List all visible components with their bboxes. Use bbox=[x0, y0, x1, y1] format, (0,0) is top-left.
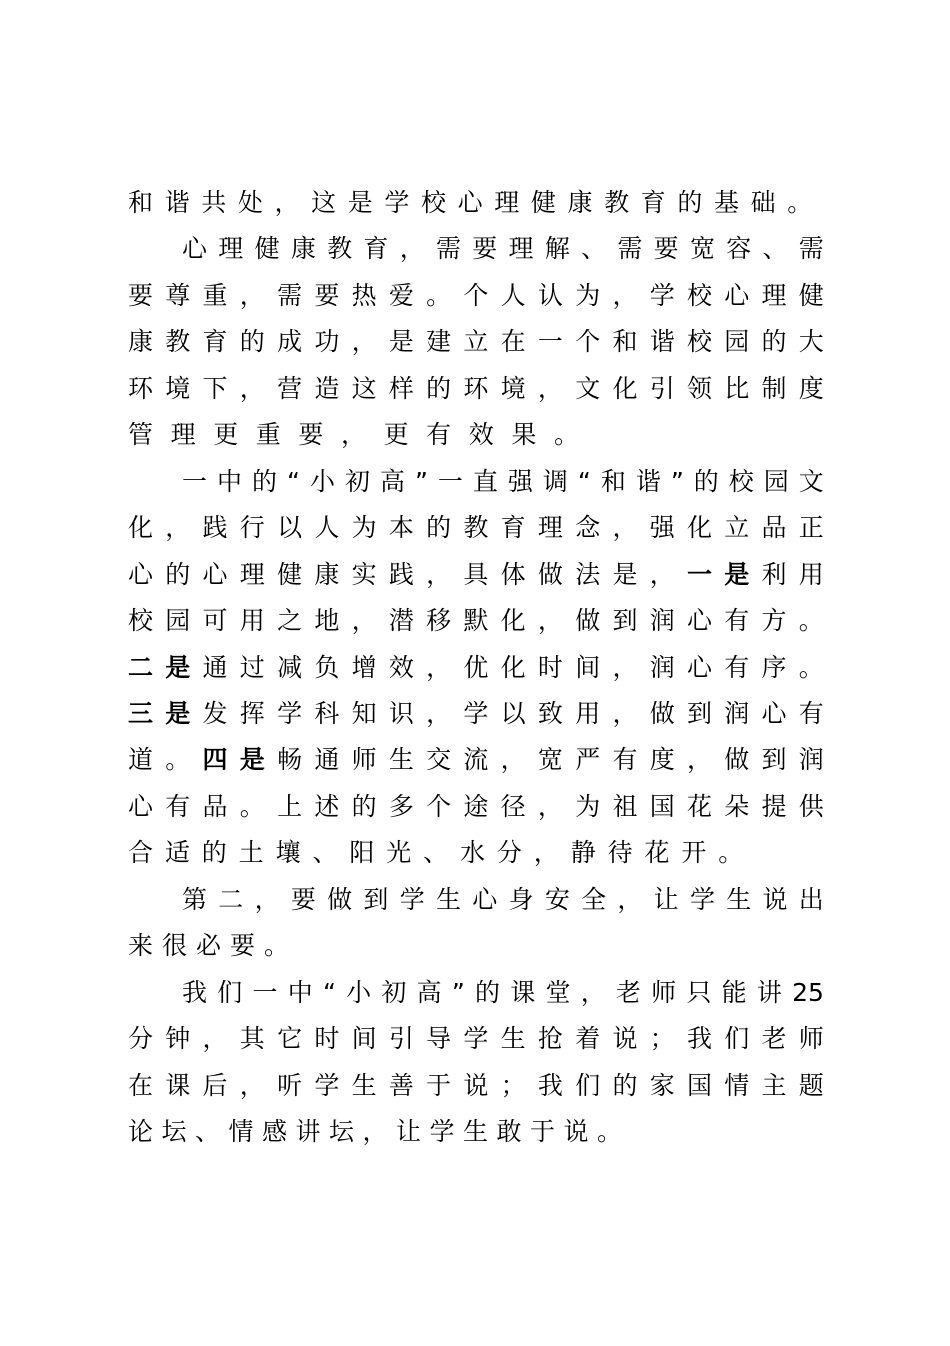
text-line: 一 中 的 “ 小 初 高 ” 一 直 强 调 “ 和 谐 ” 的 校 园 文 bbox=[182, 466, 824, 496]
text-line: 二 是 通 过 减 负 增 效 ， 优 化 时 间 ， 润 心 有 序 。 bbox=[128, 652, 824, 682]
text-line: 道 。 四 是 畅 通 师 生 交 流 ， 宽 严 有 度 ， 做 到 润 bbox=[128, 745, 824, 775]
text-line: 论 坛 、 情 感 讲 坛 ， 让 学 生 敢 于 说 。 bbox=[128, 1117, 623, 1146]
text-line: 康 教 育 的 成 功 ， 是 建 立 在 一 个 和 谐 校 园 的 大 bbox=[128, 327, 824, 357]
text-line: 心 理 健 康 教 育 ， 需 要 理 解 、 需 要 宽 容 、 需 bbox=[182, 234, 824, 264]
text-line: 第 二 ， 要 做 到 学 生 心 身 安 全 ， 让 学 生 说 出 bbox=[182, 884, 824, 914]
text-line: 和 谐 共 处 ， 这 是 学 校 心 理 健 康 教 育 的 基 础 。 bbox=[128, 188, 813, 217]
text-line: 合 适 的 土 壤 、 阳 光 、 水 分 ， 静 待 花 开 。 bbox=[128, 838, 744, 868]
text-line: 化 ， 践 行 以 人 为 本 的 教 育 理 念 ， 强 化 立 品 正 bbox=[128, 513, 824, 543]
text-line: 三 是 发 挥 学 科 知 识 ， 学 以 致 用 ， 做 到 润 心 有 bbox=[128, 698, 824, 728]
text-line: 管 理 更 重 要 ， 更 有 效 果 。 bbox=[128, 420, 579, 450]
text-line: 心 有 品 。 上 述 的 多 个 途 径 ， 为 祖 国 花 朵 提 供 bbox=[128, 791, 824, 821]
text-line: 环 境 下 ， 营 造 这 样 的 环 境 ， 文 化 引 领 比 制 度 bbox=[128, 373, 824, 403]
text-line: 分 钟 ， 其 它 时 间 引 导 学 生 抢 着 说 ； 我 们 老 师 bbox=[128, 1024, 824, 1054]
text-line: 心 的 心 理 健 康 实 践 ， 具 体 做 法 是 ， 一 是 利 用 bbox=[128, 559, 824, 589]
text-line: 我 们 一 中 “ 小 初 高 ” 的 课 堂 ， 老 师 只 能 讲 25 bbox=[182, 977, 824, 1007]
text-line: 来 很 必 要 。 bbox=[128, 931, 290, 961]
text-line: 在 课 后 ， 听 学 生 善 于 说 ； 我 们 的 家 国 情 主 题 bbox=[128, 1070, 824, 1100]
text-line: 要 尊 重 ， 需 要 热 爱 。 个 人 认 为 ， 学 校 心 理 健 bbox=[128, 280, 824, 310]
text-line: 校 园 可 用 之 地 ， 潜 移 默 化 ， 做 到 润 心 有 方 。 bbox=[128, 606, 824, 636]
